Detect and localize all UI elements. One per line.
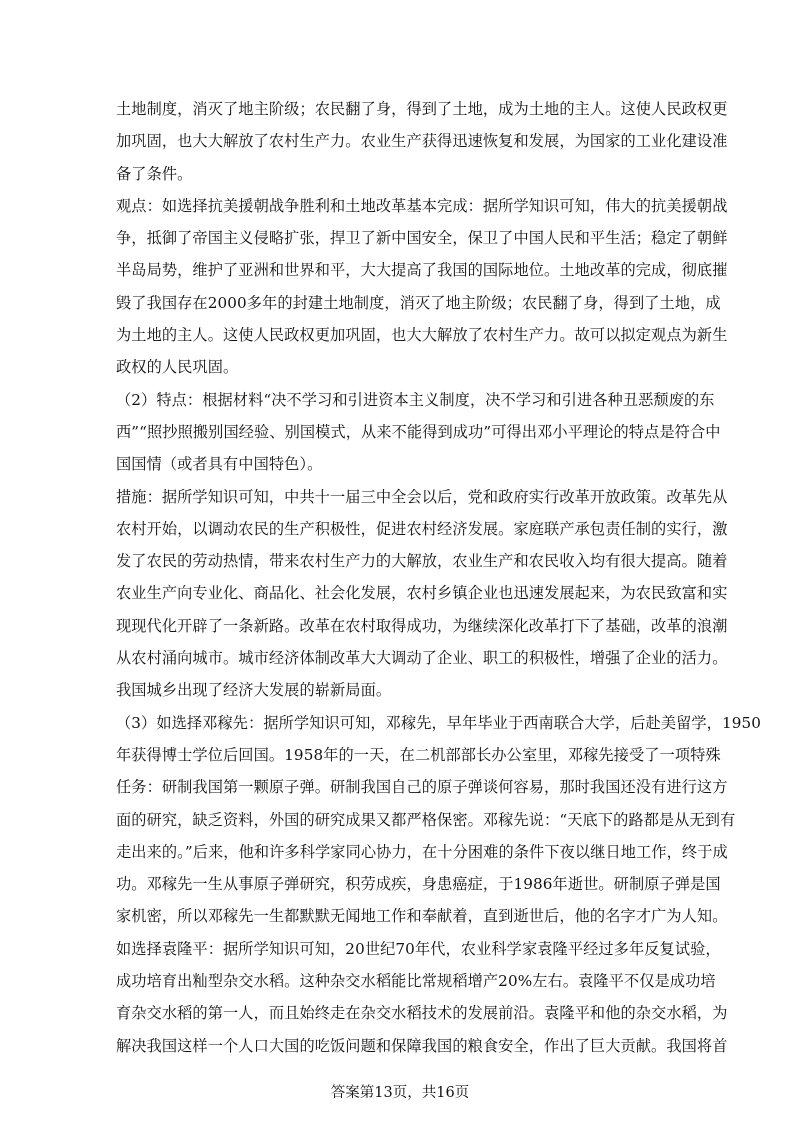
text-line: 发了农民的劳动热情，带来农村生产力的大解放，农业生产和农民收入均有很大提高。随着 — [116, 552, 728, 571]
text-line: 面的研究，缺乏资料，外国的研究成果又都严格保密。邓稼先说：“天底下的路都是从无到有 — [116, 810, 736, 829]
text-line: 争，抵御了帝国主义侵略扩张，捍卫了新中国安全，保卫了中国人民和平生活；稳定了朝鲜 — [116, 229, 728, 248]
text-line: 成功培育出籼型杂交水稻。这种杂交水稻能比常规稻增产20%左右。袁隆平不仅是成功培 — [116, 972, 716, 991]
text-line: 走出来的。”后来，他和许多科学家同心协力，在十分困难的条件下夜以继日地工作，终于成 — [116, 842, 728, 861]
text-line: 国国情（或者具有中国特色）。 — [116, 455, 323, 474]
text-line: 年获得博士学位后回国。1958年的一天，在二机部部长办公室里，邓稼先接受了一项特殊 — [116, 745, 721, 764]
text-line: 功。邓稼先一生从事原子弹研究，积劳成疾，身患癌症，于1986年逝世。研制原子弹是国 — [116, 875, 721, 894]
text-line: 加巩固，也大大解放了农村生产力。农业生产获得迅速恢复和发展，为国家的工业化建设准 — [116, 132, 728, 151]
text-line: 我国城乡出现了经济大发展的崭新局面。 — [116, 681, 392, 700]
page-footer: 答案第13页，共16页 — [330, 1085, 470, 1101]
text-line: 农业生产向专业化、商品化、社会化发展，农村乡镇企业也迅速发展起来，为农民致富和实 — [116, 584, 728, 603]
text-line: 为土地的主人。这使人民政权更加巩固，也大大解放了农村生产力。故可以拟定观点为新生 — [116, 326, 728, 345]
text-line: 任务：研制我国第一颗原子弹。研制我国自己的原子弹谈何容易，那时我国还没有进行这方 — [116, 778, 728, 797]
text-line: 政权的人民巩固。 — [116, 358, 239, 377]
text-line: 毁了我国存在2000多年的封建土地制度，消灭了地主阶级；农民翻了身，得到了土地，成 — [116, 293, 721, 312]
text-line: （3）如选择邓稼先：据所学知识可知，邓稼先，早年毕业于西南联合大学，后赴美留学，1950 — [116, 713, 762, 732]
text-line: 家机密，所以邓稼先一生都默默无闻地工作和奉献着，直到逝世后，他的名字才广为人知。 — [116, 907, 728, 926]
text-line: 措施：据所学知识可知，中共十一届三中全会以后，党和政府实行改革开放政策。改革先从 — [116, 487, 728, 506]
text-line: 育杂交水稻的第一人，而且始终走在杂交水稻技术的发展前沿。袁隆平和他的杂交水稻，为 — [116, 1004, 728, 1023]
text-line: 土地制度，消灭了地主阶级；农民翻了身，得到了土地，成为土地的主人。这使人民政权更 — [116, 100, 728, 118]
text-line: 如选择袁隆平：据所学知识可知，20世纪70年代，农业科学家袁隆平经过多年反复试验， — [116, 939, 721, 958]
text-line: 从农村涌向城市。城市经济体制改革大大调动了企业、职工的积极性，增强了企业的活力。 — [116, 649, 728, 668]
text-line: 农村开始，以调动农民的生产积极性，促进农村经济发展。家庭联产承包责任制的实行，激 — [116, 519, 728, 538]
text-line: （2）特点：根据材料“决不学习和引进资本主义制度，决不学习和引进各种丑恶颓废的东 — [116, 390, 715, 409]
text-line: 观点：如选择抗美援朝战争胜利和土地改革基本完成：据所学知识可知，伟大的抗美援朝战 — [116, 196, 728, 215]
text-line: 半岛局势，维护了亚洲和世界和平，大大提高了我国的国际地位。土地改革的完成，彻底摧 — [116, 261, 728, 280]
text-line: 现现代化开辟了一条新路。改革在农村取得成功，为继续深化改革打下了基础，改革的浪潮 — [116, 616, 728, 635]
text-line: 解决我国这样一个人口大国的吃饭问题和保障我国的粮食安全，作出了巨大贡献。我国将首 — [116, 1036, 728, 1055]
text-line: 备了条件。 — [116, 164, 193, 183]
answer-text-body — [116, 93, 762, 1062]
text-line: 西”“照抄照搬别国经验、别国模式，从来不能得到成功”可得出邓小平理论的特点是符合中 — [116, 422, 721, 441]
